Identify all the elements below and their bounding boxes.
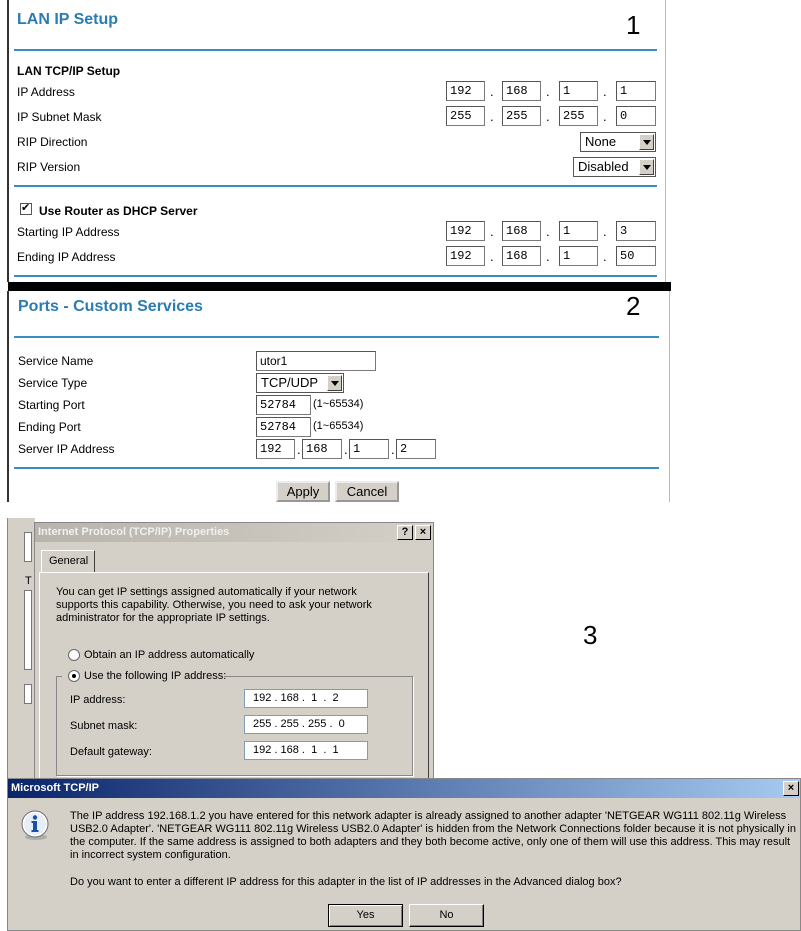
subnet-octet-2[interactable]: 255 (502, 106, 541, 126)
divider (14, 49, 657, 51)
mask-label: Subnet mask: (70, 720, 138, 732)
radio-use-following[interactable] (68, 670, 80, 682)
background-window-label: T (25, 575, 32, 587)
rip-direction-select[interactable] (580, 132, 656, 152)
start-port-label: Starting Port (18, 398, 85, 412)
subnet-octet-1[interactable]: 255 (446, 106, 485, 126)
background-window-frame (24, 532, 32, 562)
page-title: LAN IP Setup (17, 11, 119, 28)
chevron-down-icon[interactable] (327, 375, 342, 391)
apply-button[interactable]: Apply (276, 481, 330, 502)
dot: . (297, 442, 301, 457)
start-ip-octet-2[interactable]: 168 (502, 221, 541, 241)
tab-general[interactable] (41, 550, 95, 572)
rip-version-select[interactable] (573, 157, 656, 177)
dot: . (546, 224, 550, 239)
cancel-button[interactable]: Cancel (335, 481, 399, 502)
chevron-down-icon[interactable] (639, 159, 654, 175)
gateway-input[interactable]: 192 . 168 . 1 . 1 (244, 741, 368, 760)
help-button[interactable]: ? (397, 525, 413, 540)
yes-button[interactable]: Yes (328, 904, 403, 927)
dialog-question: Do you want to enter a different IP address for this adapter in the list of IP addresses in the Advanced dialog box? (70, 876, 622, 888)
ip-octet-3[interactable]: 1 (559, 81, 598, 101)
start-ip-octet-4[interactable]: 3 (616, 221, 656, 241)
subnet-octet-3[interactable]: 255 (559, 106, 598, 126)
dialog-message: The IP address 192.168.1.2 you have entered for this network adapter is already assigned to another adapter 'NETGEAR WG111 802.11g Wireless USB2.0 Adapter'. 'NETGEAR WG111 802.11g Wireless USB2.0 Adapter' is hidden from the Network Connections folder because it is not physically in the computer. If the same address is assigned to both adapters and they both become active, only one of them will use this address. This may result in incorrect system configuration. (70, 810, 796, 861)
no-button[interactable]: No (409, 904, 484, 927)
end-ip-octet-1[interactable]: 192 (446, 246, 485, 266)
dot: . (490, 249, 494, 264)
rip-version-value: Disabled (578, 159, 629, 174)
start-port-input[interactable]: 52784 (256, 395, 311, 415)
radio-use-following-label: Use the following IP address: (84, 670, 227, 682)
radio-obtain-auto[interactable] (68, 649, 80, 661)
divider (14, 275, 657, 277)
dot: . (546, 84, 550, 99)
rip-direction-label: RIP Direction (17, 135, 88, 149)
right-border (665, 0, 666, 282)
divider (14, 336, 659, 338)
server-ip-label: Server IP Address (18, 442, 115, 456)
info-icon (19, 809, 51, 841)
server-ip-octet-2[interactable]: 168 (302, 439, 342, 459)
server-ip-octet-1[interactable]: 192 (256, 439, 295, 459)
close-button[interactable]: × (415, 525, 431, 540)
right-border (669, 291, 670, 502)
tcpip-warning-dialog (7, 778, 801, 931)
panel-number: 3 (583, 620, 598, 650)
gateway-label: Default gateway: (70, 746, 152, 758)
dot: . (490, 84, 494, 99)
dot: . (603, 84, 607, 99)
subnet-octet-4[interactable]: 0 (616, 106, 656, 126)
end-ip-octet-3[interactable]: 1 (559, 246, 598, 266)
end-port-label: Ending Port (18, 420, 81, 434)
service-type-select[interactable] (256, 373, 344, 393)
dot: . (490, 224, 494, 239)
end-port-range: (1~65534) (313, 420, 364, 432)
ip-octet-2[interactable]: 168 (502, 81, 541, 101)
start-ip-octet-1[interactable]: 192 (446, 221, 485, 241)
server-ip-octet-4[interactable]: 2 (396, 439, 436, 459)
chevron-down-icon[interactable] (639, 134, 654, 150)
dot: . (344, 442, 348, 457)
panel-tcpip-properties (0, 518, 801, 780)
section-subtitle: LAN TCP/IP Setup (17, 64, 121, 78)
ip-octet-1[interactable]: 192 (446, 81, 485, 101)
dot: . (603, 109, 607, 124)
dot: . (603, 224, 607, 239)
separator-bar (8, 282, 671, 291)
panel-lan-ip-setup (0, 0, 667, 282)
title-bar (8, 779, 800, 798)
mask-input[interactable]: 255 . 255 . 255 . 0 (244, 715, 368, 734)
dhcp-label: Use Router as DHCP Server (39, 204, 198, 218)
left-border (7, 291, 9, 502)
subnet-label: IP Subnet Mask (17, 110, 102, 124)
service-type-label: Service Type (18, 376, 88, 390)
ip-input[interactable]: 192 . 168 . 1 . 2 (244, 689, 368, 708)
divider (14, 185, 657, 187)
dot: . (490, 109, 494, 124)
start-ip-label: Starting IP Address (17, 225, 120, 239)
rip-version-label: RIP Version (17, 160, 81, 174)
end-ip-label: Ending IP Address (17, 250, 116, 264)
background-window-frame (24, 684, 32, 704)
ip-label: IP address: (70, 694, 126, 706)
title-bar (35, 523, 433, 542)
window-title: Internet Protocol (TCP/IP) Properties (38, 526, 230, 538)
end-port-input[interactable]: 52784 (256, 417, 311, 437)
dot: . (391, 442, 395, 457)
dialog-title: Microsoft TCP/IP (11, 782, 100, 794)
ip-octet-4[interactable]: 1 (616, 81, 656, 101)
service-name-input[interactable]: utor1 (256, 351, 376, 371)
radio-obtain-auto-label: Obtain an IP address automatically (84, 649, 255, 661)
dot: . (546, 109, 550, 124)
tcpip-dialog (34, 522, 434, 780)
left-border (7, 0, 9, 282)
background-window-frame (24, 590, 32, 670)
rip-direction-value: None (585, 134, 617, 149)
service-type-value: TCP/UDP (261, 375, 319, 390)
divider (14, 467, 659, 469)
page-title: Ports - Custom Services (18, 298, 203, 315)
close-button[interactable]: × (783, 781, 799, 796)
intro-text: You can get IP settings assigned automatically if your network supports this capability. Otherwise, you need to ask your network administrator for the appropriate IP settings. (56, 586, 372, 624)
panel-number: 1 (626, 10, 641, 40)
end-ip-octet-4[interactable]: 50 (616, 246, 656, 266)
dot: . (546, 249, 550, 264)
dhcp-checkbox[interactable] (20, 203, 32, 215)
end-ip-octet-2[interactable]: 168 (502, 246, 541, 266)
dot: . (603, 249, 607, 264)
panel-number: 2 (626, 291, 641, 321)
start-port-range: (1~65534) (313, 398, 364, 410)
start-ip-octet-3[interactable]: 1 (559, 221, 598, 241)
service-name-label: Service Name (18, 354, 94, 368)
panel-custom-services (0, 291, 671, 502)
server-ip-octet-3[interactable]: 1 (349, 439, 389, 459)
ip-address-label: IP Address (17, 85, 75, 99)
tab-general-label: General (49, 555, 89, 567)
